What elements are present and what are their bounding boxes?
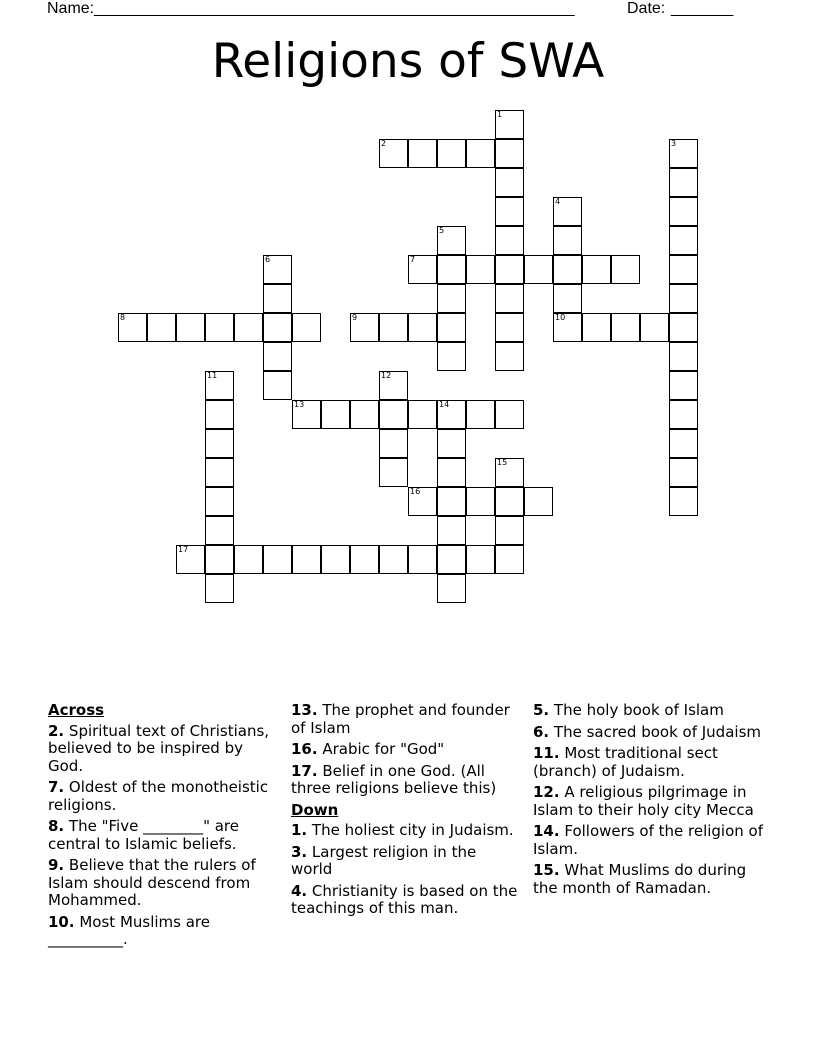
grid-cell[interactable] (437, 313, 466, 342)
grid-cell[interactable] (205, 458, 234, 487)
clue-item (48, 818, 276, 853)
clue-item (291, 844, 519, 879)
clue-column-3 (533, 702, 763, 901)
clue-item (291, 883, 519, 918)
grid-cell[interactable] (176, 313, 205, 342)
grid-cell[interactable] (669, 197, 698, 226)
grid-cell[interactable] (495, 226, 524, 255)
grid-cell[interactable] (495, 516, 524, 545)
grid-cell[interactable] (669, 371, 698, 400)
grid-cell[interactable] (263, 255, 292, 284)
clue-text: Christianity is based on the teachings of this man. (291, 881, 518, 917)
name-label: Name: (47, 0, 95, 17)
grid-cell[interactable] (495, 545, 524, 574)
grid-cell[interactable] (553, 197, 582, 226)
grid-cell[interactable] (205, 371, 234, 400)
grid-cell[interactable] (669, 487, 698, 516)
grid-cell[interactable] (205, 516, 234, 545)
clue-column-2 (291, 702, 519, 922)
clue-number-label: 4. (291, 881, 308, 900)
grid-cell[interactable] (437, 574, 466, 603)
clue-number-label: 9. (48, 856, 65, 874)
grid-cell[interactable] (437, 284, 466, 313)
name-line: ______________________________________________________ (94, 0, 575, 17)
grid-cell[interactable] (495, 168, 524, 197)
clue-number: 12 (381, 371, 392, 380)
clue-number: 11 (207, 371, 218, 380)
grid-cell[interactable] (582, 255, 611, 284)
clue-number: 15 (497, 458, 508, 467)
clue-text: The holiest city in Judaism. (311, 821, 514, 839)
clue-number-label: 13. (291, 701, 318, 719)
grid-cell[interactable] (379, 400, 408, 429)
grid-cell[interactable] (553, 284, 582, 313)
clue-text: What Muslims do during the month of Ramadan. (533, 861, 747, 897)
clue-number-label: 6. (533, 722, 550, 741)
grid-cell[interactable] (408, 400, 437, 429)
grid-cell[interactable] (321, 545, 350, 574)
clue-item (291, 822, 519, 840)
grid-cell[interactable] (234, 545, 263, 574)
grid-cell[interactable] (263, 342, 292, 371)
grid-cell[interactable] (524, 255, 553, 284)
clue-number: 17 (178, 545, 189, 554)
grid-cell[interactable] (669, 458, 698, 487)
page-title: Religions of SWA (211, 34, 605, 89)
grid-cell[interactable] (669, 429, 698, 458)
clue-number: 5 (439, 226, 445, 235)
grid-cell[interactable] (553, 313, 582, 342)
grid-cell[interactable] (437, 458, 466, 487)
grid-cell[interactable] (553, 226, 582, 255)
grid-cell[interactable] (495, 255, 524, 284)
grid-cell[interactable] (437, 400, 466, 429)
clue-number: 16 (410, 487, 421, 496)
clue-number-label: 8. (48, 817, 65, 835)
clue-number-label: 2. (48, 721, 65, 740)
clue-item (533, 745, 763, 780)
grid-cell[interactable] (147, 313, 176, 342)
grid-cell[interactable] (379, 139, 408, 168)
grid-cell[interactable] (437, 516, 466, 545)
grid-cell[interactable] (408, 545, 437, 574)
grid-cell[interactable] (466, 487, 495, 516)
clue-text: Believe that the rulers of Islam should descend from Mohammed. (48, 856, 256, 909)
grid-cell[interactable] (669, 400, 698, 429)
clue-item (48, 857, 276, 910)
grid-cell[interactable] (495, 197, 524, 226)
clue-text: Belief in one God. (All three religions believe this) (291, 761, 497, 797)
clue-text: Spiritual text of Christians, believed to be inspired by God. (48, 721, 270, 775)
clue-item (48, 779, 276, 814)
grid-cell[interactable] (263, 313, 292, 342)
clue-number: 2 (381, 139, 387, 148)
grid-cell[interactable] (495, 458, 524, 487)
grid-cell[interactable] (466, 139, 495, 168)
grid-cell[interactable] (379, 371, 408, 400)
grid-cell[interactable] (205, 400, 234, 429)
grid-cell[interactable] (408, 255, 437, 284)
grid-cell[interactable] (611, 313, 640, 342)
grid-cell[interactable] (205, 429, 234, 458)
clue-item (291, 702, 519, 737)
grid-cell[interactable] (263, 545, 292, 574)
grid-cell[interactable] (437, 255, 466, 284)
clue-item (533, 823, 763, 858)
grid-cell[interactable] (292, 545, 321, 574)
grid-cell[interactable] (437, 342, 466, 371)
clue-text: Oldest of the monotheistic religions. (48, 778, 269, 814)
grid-cell[interactable] (408, 139, 437, 168)
clue-number: 9 (352, 313, 358, 322)
clue-number: 4 (555, 197, 561, 206)
clue-number-label: 1. (291, 821, 308, 839)
grid-cell[interactable] (292, 400, 321, 429)
clue-text: Largest religion in the world (291, 842, 477, 878)
grid-cell[interactable] (437, 545, 466, 574)
grid-cell[interactable] (640, 313, 669, 342)
date-line: _______ (671, 0, 734, 17)
grid-cell[interactable] (495, 487, 524, 516)
grid-cell[interactable] (495, 400, 524, 429)
grid-cell[interactable] (350, 400, 379, 429)
clue-text: Most Muslims are __________. (48, 912, 210, 948)
grid-cell[interactable] (495, 342, 524, 371)
grid-cell[interactable] (582, 313, 611, 342)
grid-cell[interactable] (408, 487, 437, 516)
clue-number-label: 11. (533, 744, 560, 762)
grid-cell[interactable] (669, 313, 698, 342)
grid-cell[interactable] (205, 574, 234, 603)
grid-cell[interactable] (437, 487, 466, 516)
clue-text: The prophet and founder of Islam (291, 701, 510, 737)
clue-number-label: 7. (48, 778, 65, 796)
clue-number: 10 (555, 313, 566, 322)
grid-cell[interactable] (205, 545, 234, 574)
grid-cell[interactable] (379, 313, 408, 342)
clue-number: 1 (497, 110, 503, 119)
grid-cell[interactable] (495, 139, 524, 168)
clue-heading: Across (48, 701, 105, 719)
clue-item (533, 862, 763, 897)
clue-number-label: 5. (533, 701, 550, 719)
grid-cell[interactable] (379, 429, 408, 458)
grid-cell[interactable] (379, 545, 408, 574)
clue-number-label: 17. (291, 761, 318, 780)
grid-cell[interactable] (495, 284, 524, 313)
grid-cell[interactable] (321, 400, 350, 429)
grid-cell[interactable] (437, 429, 466, 458)
clue-text: A religious pilgrimage in Islam to their holy city Mecca (533, 783, 754, 819)
clue-column-1 (48, 702, 276, 953)
clue-item (533, 702, 763, 720)
clue-text: The "Five ________" are central to Islamic beliefs. (48, 817, 239, 853)
grid-cell[interactable] (669, 342, 698, 371)
clue-text: The sacred book of Judaism (553, 722, 761, 741)
grid-cell[interactable] (379, 458, 408, 487)
clue-item (48, 914, 276, 949)
clue-number: 3 (671, 139, 677, 148)
clue-number: 7 (410, 255, 416, 264)
grid-cell[interactable] (466, 400, 495, 429)
date-label: Date: (627, 0, 666, 17)
clue-number-label: 12. (533, 783, 560, 801)
clue-text: Most traditional sect (branch) of Judaism. (533, 744, 718, 780)
grid-cell[interactable] (524, 487, 553, 516)
clue-number: 14 (439, 400, 450, 409)
clue-number-label: 15. (533, 861, 560, 879)
grid-cell[interactable] (292, 313, 321, 342)
grid-cell[interactable] (611, 255, 640, 284)
clue-item (533, 784, 763, 819)
grid-cell[interactable] (669, 226, 698, 255)
clue-item (533, 724, 763, 742)
grid-cell[interactable] (669, 168, 698, 197)
grid-cell[interactable] (205, 487, 234, 516)
grid-cell[interactable] (466, 255, 495, 284)
clue-number: 8 (120, 313, 126, 322)
grid-cell[interactable] (437, 139, 466, 168)
grid-cell[interactable] (408, 313, 437, 342)
clue-item (291, 741, 519, 759)
clue-number-label: 16. (291, 740, 318, 758)
clue-item (291, 763, 519, 798)
clue-number-label: 10. (48, 912, 75, 931)
clue-heading: Down (291, 800, 339, 819)
grid-cell[interactable] (234, 313, 263, 342)
clue-number-label: 14. (533, 822, 560, 840)
clue-text: Followers of the religion of Islam. (533, 822, 763, 858)
clue-number: 6 (265, 255, 271, 264)
grid-cell[interactable] (118, 313, 147, 342)
grid-cell[interactable] (495, 110, 524, 139)
grid-cell[interactable] (263, 284, 292, 313)
grid-cell[interactable] (553, 255, 582, 284)
grid-cell[interactable] (350, 313, 379, 342)
grid-cell[interactable] (669, 139, 698, 168)
clue-text: Arabic for "God" (322, 740, 445, 758)
clue-item (48, 723, 276, 776)
grid-cell[interactable] (669, 255, 698, 284)
clue-number-label: 3. (291, 842, 308, 861)
grid-cell[interactable] (669, 284, 698, 313)
grid-cell[interactable] (466, 545, 495, 574)
grid-cell[interactable] (437, 226, 466, 255)
grid-cell[interactable] (176, 545, 205, 574)
grid-cell[interactable] (263, 371, 292, 400)
clue-number: 13 (294, 400, 305, 409)
grid-cell[interactable] (495, 313, 524, 342)
clue-text: The holy book of Islam (553, 701, 724, 719)
grid-cell[interactable] (350, 545, 379, 574)
grid-cell[interactable] (205, 313, 234, 342)
